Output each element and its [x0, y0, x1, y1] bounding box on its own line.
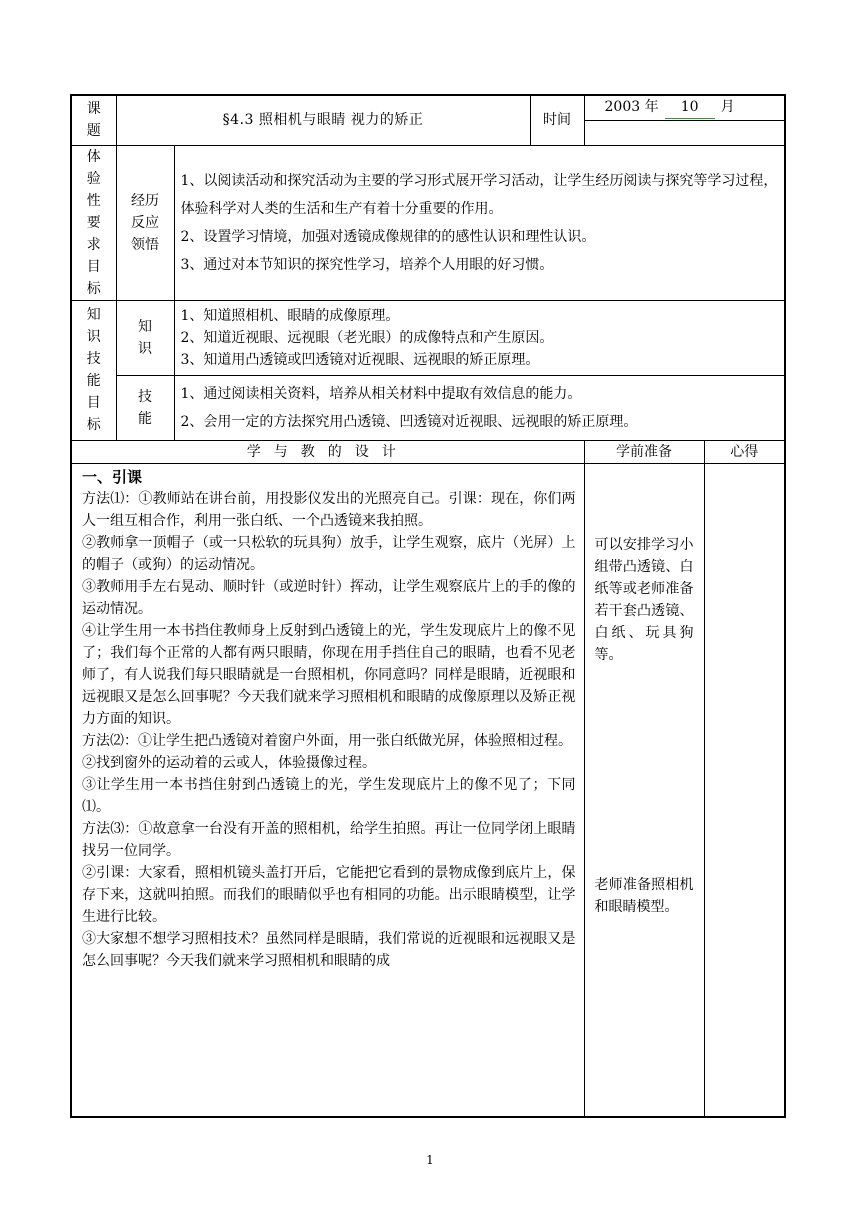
month-value: 10: [665, 96, 715, 119]
design-paragraph: ③让学生用一本书挡住射到凸透镜上的光，学生发现底片上的像不见了；下同⑴。: [82, 776, 576, 815]
skill-goal-list: [174, 375, 785, 440]
time-label: 时间: [530, 95, 584, 145]
experience-goal-item: 2、设置学习情境，加强对透镜成像规律的的感性认识和理性认识。: [180, 228, 596, 245]
prep-heading: 学前准备: [584, 440, 704, 463]
design-paragraph: 方法⑶：①故意拿一台没有开盖的照相机，给学生拍照。再让一位同学闭上眼睛找另一位同学。: [82, 820, 576, 859]
design-paragraph: 方法⑵：①让学生把凸透镜对着窗户外面，用一张白纸做光屏，体验照相过程。: [82, 732, 572, 749]
prep-note: 老师准备照相机和眼睛模型。: [594, 876, 694, 915]
experience-sub-label: 经历 反应 领悟: [116, 145, 174, 300]
time-blank: [584, 120, 785, 145]
experience-goal-item: 3、通过对本节知识的探究性学习，培养个人用眼的好习惯。: [180, 256, 554, 273]
page-number: 1: [426, 1153, 434, 1167]
knowledge-goal-item: 3、知道用凸透镜或凹透镜对近视眼、远视眼的矫正原理。: [180, 351, 540, 368]
design-paragraph: ③教师用手左右晃动、顺时针（或逆时针）挥动，让学生观察底片上的手的像的运动情况。: [82, 578, 576, 617]
skill-sub-label: 技 能: [116, 375, 174, 440]
prep-note: 可以安排学习小组带凸透镜、白纸等或老师准备若干套凸透镜、白纸、玩具狗等。: [594, 536, 694, 663]
design-heading: 学与教的设计: [71, 440, 584, 463]
month-unit: 月: [720, 99, 735, 116]
lesson-plan-table: [70, 94, 786, 1118]
design-paragraph: ④让学生用一本书挡住教师身上反射到凸透镜上的光，学生发现底片上的像不见了；我们每个正常的人都有两只眼睛，你现在用手挡住自己的眼睛，也看不见老师了，有人说我们每只眼睛就是一台照相机，你同意吗？同样是眼睛，近视眼和远视眼又是怎么回事呢？今天我们就来学习照相机和眼睛的成像原理以及矫正视力方面的知识。: [82, 622, 576, 727]
skill-goal-item: 1、通过阅读相关资料，培养从相关材料中提取有效信息的能力。: [180, 385, 582, 402]
topic-label: 课 题: [71, 95, 116, 145]
knowledge-goal-label: 知 识 技 能 目 标: [71, 300, 116, 440]
design-content: [71, 463, 584, 1117]
knowledge-goal-item: 2、知道近视眼、远视眼（老光眼）的成像特点和产生原因。: [180, 329, 554, 346]
experience-goal-list: [174, 145, 785, 300]
knowledge-goal-item: 1、知道照相机、眼睛的成像原理。: [180, 307, 400, 324]
lesson-title: §4.3 照相机与眼睛 视力的矫正: [116, 95, 530, 145]
design-paragraph: ②引课：大家看，照相机镜头盖打开后，它能把它看到的景物成像到底片上，保存下来，这就叫拍照。而我们的眼睛似乎也有相同的功能。出示眼睛模型，让学生进行比较。: [82, 864, 576, 925]
design-paragraph: 方法⑴：①教师站在讲台前，用投影仪发出的光照亮自己。引课：现在，你们两人一组互相合作，利用一张白纸、一个凸透镜来我拍照。: [82, 490, 576, 529]
design-paragraph: ③大家想不想学习照相技术？虽然同样是眼睛，我们常说的近视眼和远视眼又是怎么回事呢？今天我们就来学习照相机和眼睛的成: [82, 930, 576, 969]
experience-goal-label: 体 验 性 要 求 目 标: [71, 145, 116, 300]
design-paragraph: ②找到窗外的运动着的云或人，体验摄像过程。: [82, 754, 376, 771]
prep-notes: [584, 463, 704, 1117]
knowledge-sub-label: 知 识: [116, 300, 174, 375]
section-title: 一、引课: [82, 467, 143, 486]
notes-column: [704, 463, 785, 1117]
notes-heading: 心得: [704, 440, 785, 463]
skill-goal-item: 2、会用一定的方法探究用凸透镜、凹透镜对近视眼、远视眼的矫正原理。: [180, 413, 638, 430]
time-value: [584, 95, 785, 120]
year-text: 2003 年: [604, 99, 659, 116]
experience-goal-item: 1、以阅读活动和探究活动为主要的学习形式展开学习活动，让学生经历阅读与探究等学习过程，体验科学对人类的生活和生产有着十分重要的作用。: [180, 172, 778, 217]
knowledge-goal-list: [174, 300, 785, 375]
design-paragraph: ②教师拿一顶帽子（或一只松软的玩具狗）放手，让学生观察，底片（光屏）上的帽子（或狗）的运动情况。: [82, 534, 576, 573]
